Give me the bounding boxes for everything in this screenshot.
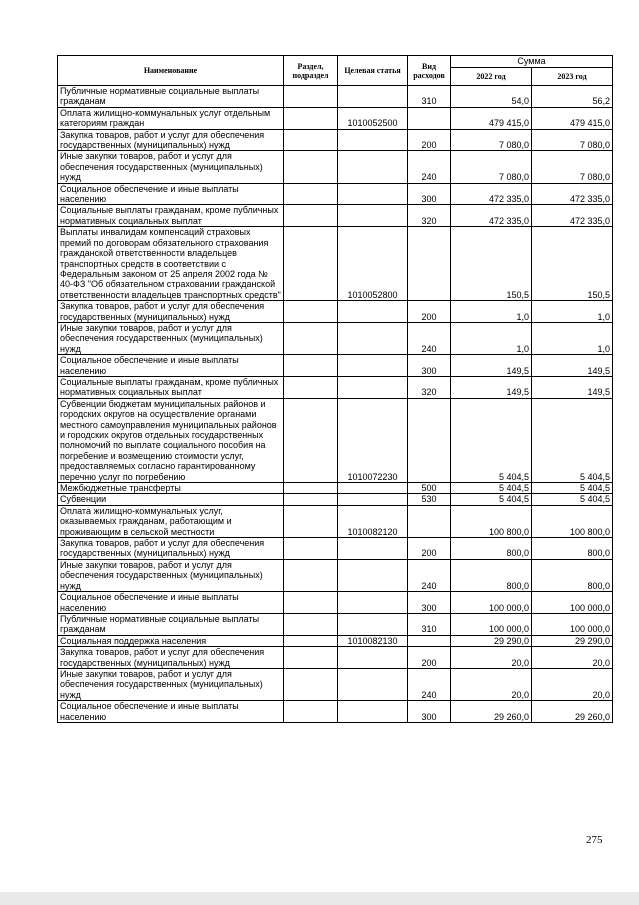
row-expense-type-cell: 240 xyxy=(408,668,451,700)
row-expense-type-cell xyxy=(408,227,451,301)
row-target-cell: 1010082120 xyxy=(338,505,408,537)
row-expense-type-cell: 200 xyxy=(408,129,451,151)
header-expense-type: Вид расходов xyxy=(408,56,451,86)
row-expense-type-cell: 200 xyxy=(408,301,451,323)
table-row xyxy=(58,322,613,354)
row-section-cell xyxy=(284,635,338,646)
table-row xyxy=(58,376,613,398)
row-target-cell xyxy=(338,647,408,669)
row-sum-2023-cell: 20,0 xyxy=(532,668,613,700)
table-body xyxy=(58,86,613,723)
row-sum-2022-cell: 150,5 xyxy=(451,227,532,301)
row-sum-2022-cell: 1,0 xyxy=(451,322,532,354)
row-expense-type-cell xyxy=(408,505,451,537)
row-target-cell: 1010072230 xyxy=(338,398,408,482)
table-row xyxy=(58,398,613,482)
row-name-cell: Социальное обеспечение и иные выплаты населению xyxy=(58,701,284,723)
row-section-cell xyxy=(284,668,338,700)
row-section-cell xyxy=(284,151,338,183)
row-sum-2022-cell: 54,0 xyxy=(451,86,532,108)
row-target-cell xyxy=(338,483,408,494)
table-row xyxy=(58,505,613,537)
row-section-cell xyxy=(284,701,338,723)
row-expense-type-cell: 200 xyxy=(408,538,451,560)
row-sum-2022-cell: 472 335,0 xyxy=(451,183,532,205)
row-section-cell xyxy=(284,647,338,669)
row-section-cell xyxy=(284,129,338,151)
row-sum-2023-cell: 100 000,0 xyxy=(532,613,613,635)
table-row xyxy=(58,635,613,646)
row-target-cell xyxy=(338,183,408,205)
table-row xyxy=(58,613,613,635)
row-sum-2023-cell: 7 080,0 xyxy=(532,129,613,151)
row-name-cell: Публичные нормативные социальные выплаты гражданам xyxy=(58,613,284,635)
row-sum-2022-cell: 5 404,5 xyxy=(451,398,532,482)
row-sum-2022-cell: 5 404,5 xyxy=(451,494,532,505)
table-row xyxy=(58,183,613,205)
table-row xyxy=(58,151,613,183)
row-name-cell: Выплаты инвалидам компенсаций страховых премий по договорам обязательного страхования гражданской ответственности владельцев транспортных средств в соответствии с Федеральным законом от 25 апреля 2002 года № 40-ФЗ "Об обязательном страховании гражданской ответственности владельцев транспортных средств" xyxy=(58,227,284,301)
row-sum-2023-cell: 800,0 xyxy=(532,538,613,560)
row-name-cell: Иные закупки товаров, работ и услуг для обеспечения государственных (муниципальных) нужд xyxy=(58,322,284,354)
row-sum-2022-cell: 800,0 xyxy=(451,559,532,591)
row-sum-2023-cell: 29 260,0 xyxy=(532,701,613,723)
row-sum-2023-cell: 1,0 xyxy=(532,322,613,354)
row-target-cell xyxy=(338,494,408,505)
row-section-cell xyxy=(284,322,338,354)
row-target-cell xyxy=(338,301,408,323)
row-target-cell xyxy=(338,322,408,354)
row-target-cell xyxy=(338,129,408,151)
row-name-cell: Социальная поддержка населения xyxy=(58,635,284,646)
row-name-cell: Публичные нормативные социальные выплаты гражданам xyxy=(58,86,284,108)
row-section-cell xyxy=(284,505,338,537)
row-target-cell xyxy=(338,592,408,614)
row-sum-2022-cell: 7 080,0 xyxy=(451,151,532,183)
row-expense-type-cell: 300 xyxy=(408,355,451,377)
row-section-cell xyxy=(284,227,338,301)
row-sum-2022-cell: 800,0 xyxy=(451,538,532,560)
row-sum-2022-cell: 1,0 xyxy=(451,301,532,323)
row-target-cell xyxy=(338,559,408,591)
row-section-cell xyxy=(284,86,338,108)
row-name-cell: Социальное обеспечение и иные выплаты населению xyxy=(58,592,284,614)
row-name-cell: Социальное обеспечение и иные выплаты населению xyxy=(58,355,284,377)
row-sum-2023-cell: 800,0 xyxy=(532,559,613,591)
row-section-cell xyxy=(284,183,338,205)
row-name-cell: Иные закупки товаров, работ и услуг для обеспечения государственных (муниципальных) нужд xyxy=(58,559,284,591)
row-expense-type-cell xyxy=(408,107,451,129)
table-row xyxy=(58,205,613,227)
row-sum-2023-cell: 5 404,5 xyxy=(532,494,613,505)
table-row xyxy=(58,538,613,560)
row-section-cell xyxy=(284,592,338,614)
scan-bottom-edge xyxy=(0,892,639,905)
row-target-cell xyxy=(338,538,408,560)
row-target-cell xyxy=(338,151,408,183)
row-expense-type-cell: 320 xyxy=(408,376,451,398)
row-expense-type-cell: 300 xyxy=(408,592,451,614)
row-sum-2023-cell: 7 080,0 xyxy=(532,151,613,183)
row-section-cell xyxy=(284,107,338,129)
table-row xyxy=(58,107,613,129)
header-target: Целевая статья xyxy=(338,56,408,86)
row-expense-type-cell: 240 xyxy=(408,322,451,354)
row-name-cell: Закупка товаров, работ и услуг для обеспечения государственных (муниципальных) нужд xyxy=(58,647,284,669)
row-sum-2023-cell: 20,0 xyxy=(532,647,613,669)
row-sum-2023-cell: 100 000,0 xyxy=(532,592,613,614)
row-sum-2023-cell: 56,2 xyxy=(532,86,613,108)
row-target-cell: 1010082130 xyxy=(338,635,408,646)
row-sum-2022-cell: 100 800,0 xyxy=(451,505,532,537)
header-year-2022: 2022 год xyxy=(451,68,532,86)
header-sum: Сумма xyxy=(451,56,613,68)
row-sum-2022-cell: 472 335,0 xyxy=(451,205,532,227)
row-expense-type-cell: 500 xyxy=(408,483,451,494)
row-expense-type-cell: 300 xyxy=(408,183,451,205)
row-name-cell: Иные закупки товаров, работ и услуг для обеспечения государственных (муниципальных) нужд xyxy=(58,151,284,183)
row-sum-2023-cell: 472 335,0 xyxy=(532,205,613,227)
row-expense-type-cell: 320 xyxy=(408,205,451,227)
row-sum-2022-cell: 29 260,0 xyxy=(451,701,532,723)
row-expense-type-cell: 310 xyxy=(408,86,451,108)
row-section-cell xyxy=(284,559,338,591)
row-sum-2023-cell: 472 335,0 xyxy=(532,183,613,205)
row-sum-2023-cell: 29 290,0 xyxy=(532,635,613,646)
row-section-cell xyxy=(284,613,338,635)
table-row xyxy=(58,86,613,108)
row-sum-2022-cell: 7 080,0 xyxy=(451,129,532,151)
row-target-cell xyxy=(338,205,408,227)
row-sum-2023-cell: 150,5 xyxy=(532,227,613,301)
row-sum-2022-cell: 29 290,0 xyxy=(451,635,532,646)
table-row xyxy=(58,494,613,505)
row-name-cell: Субвенции xyxy=(58,494,284,505)
row-expense-type-cell xyxy=(408,635,451,646)
row-expense-type-cell: 530 xyxy=(408,494,451,505)
row-sum-2023-cell: 149,5 xyxy=(532,355,613,377)
row-sum-2022-cell: 100 000,0 xyxy=(451,592,532,614)
row-target-cell xyxy=(338,355,408,377)
row-expense-type-cell: 200 xyxy=(408,647,451,669)
table-row xyxy=(58,129,613,151)
page-number: 275 xyxy=(586,834,603,846)
table-header xyxy=(58,56,613,86)
row-sum-2022-cell: 100 000,0 xyxy=(451,613,532,635)
row-name-cell: Закупка товаров, работ и услуг для обеспечения государственных (муниципальных) нужд xyxy=(58,301,284,323)
table-row xyxy=(58,355,613,377)
row-sum-2023-cell: 1,0 xyxy=(532,301,613,323)
row-sum-2022-cell: 479 415,0 xyxy=(451,107,532,129)
row-sum-2022-cell: 20,0 xyxy=(451,647,532,669)
header-section: Раздел, подраздел xyxy=(284,56,338,86)
row-section-cell xyxy=(284,355,338,377)
row-target-cell xyxy=(338,376,408,398)
row-name-cell: Оплата жилищно-коммунальных услуг отдельным категориям граждан xyxy=(58,107,284,129)
row-sum-2023-cell: 5 404,5 xyxy=(532,398,613,482)
row-name-cell: Социальное обеспечение и иные выплаты населению xyxy=(58,183,284,205)
table-row xyxy=(58,668,613,700)
row-sum-2023-cell: 100 800,0 xyxy=(532,505,613,537)
row-sum-2022-cell: 149,5 xyxy=(451,355,532,377)
table-row xyxy=(58,592,613,614)
row-expense-type-cell: 300 xyxy=(408,701,451,723)
header-year-2023: 2023 год xyxy=(532,68,613,86)
row-target-cell: 1010052500 xyxy=(338,107,408,129)
row-section-cell xyxy=(284,494,338,505)
budget-table xyxy=(57,55,613,723)
row-expense-type-cell xyxy=(408,398,451,482)
table-row xyxy=(58,483,613,494)
table-row xyxy=(58,301,613,323)
table-row xyxy=(58,227,613,301)
row-sum-2023-cell: 149,5 xyxy=(532,376,613,398)
row-target-cell xyxy=(338,701,408,723)
row-target-cell: 1010052800 xyxy=(338,227,408,301)
row-section-cell xyxy=(284,538,338,560)
table-row xyxy=(58,647,613,669)
row-name-cell: Иные закупки товаров, работ и услуг для обеспечения государственных (муниципальных) нужд xyxy=(58,668,284,700)
row-name-cell: Социальные выплаты гражданам, кроме публичных нормативных социальных выплат xyxy=(58,205,284,227)
row-sum-2022-cell: 5 404,5 xyxy=(451,483,532,494)
row-section-cell xyxy=(284,376,338,398)
row-target-cell xyxy=(338,86,408,108)
row-sum-2023-cell: 5 404,5 xyxy=(532,483,613,494)
row-name-cell: Оплата жилищно-коммунальных услуг, оказываемых гражданам, работающим и проживающим в сельской местности xyxy=(58,505,284,537)
row-name-cell: Межбюджетные трансферты xyxy=(58,483,284,494)
row-expense-type-cell: 240 xyxy=(408,559,451,591)
row-name-cell: Субвенции бюджетам муниципальных районов и городских округов на осуществление органами местного самоуправления муниципальных районов и городских округов отдельных государственных полномочий по выплате социального пособия на погребение и возмещению стоимости услуг, предоставляемых согласно гарантированному перечню услуг по погребению xyxy=(58,398,284,482)
row-name-cell: Закупка товаров, работ и услуг для обеспечения государственных (муниципальных) нужд xyxy=(58,129,284,151)
row-section-cell xyxy=(284,205,338,227)
row-expense-type-cell: 310 xyxy=(408,613,451,635)
row-section-cell xyxy=(284,483,338,494)
table-row xyxy=(58,701,613,723)
row-section-cell xyxy=(284,301,338,323)
row-target-cell xyxy=(338,668,408,700)
row-sum-2022-cell: 20,0 xyxy=(451,668,532,700)
header-name: Наименование xyxy=(58,56,284,86)
row-name-cell: Закупка товаров, работ и услуг для обеспечения государственных (муниципальных) нужд xyxy=(58,538,284,560)
row-sum-2022-cell: 149,5 xyxy=(451,376,532,398)
row-section-cell xyxy=(284,398,338,482)
row-sum-2023-cell: 479 415,0 xyxy=(532,107,613,129)
table-row xyxy=(58,559,613,591)
row-target-cell xyxy=(338,613,408,635)
row-name-cell: Социальные выплаты гражданам, кроме публичных нормативных социальных выплат xyxy=(58,376,284,398)
row-expense-type-cell: 240 xyxy=(408,151,451,183)
